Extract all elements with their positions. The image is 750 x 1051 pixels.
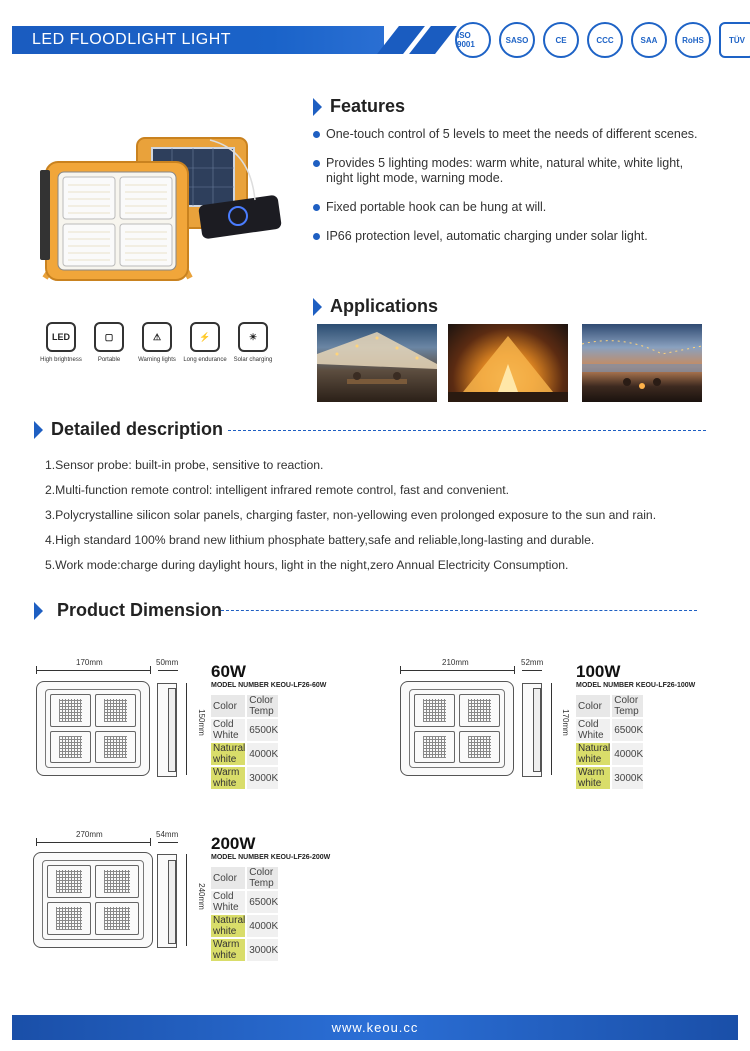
dimension-label: 50mm bbox=[156, 658, 179, 667]
dimension-line bbox=[514, 666, 515, 674]
detailed-description-heading: Detailed description bbox=[34, 419, 223, 440]
drawing-part bbox=[168, 688, 176, 772]
description-item: 1.Sensor probe: built-in probe, sensitive to reaction. bbox=[45, 458, 324, 472]
dimension-line bbox=[186, 854, 187, 946]
certification-logos bbox=[455, 22, 750, 58]
description-item: 3.Polycrystalline silicon solar panels, charging faster, non-yellowing even prolonged exposure to the sun and rain. bbox=[45, 508, 657, 522]
led-panel bbox=[47, 902, 91, 935]
led-panel bbox=[95, 902, 139, 935]
led-panel bbox=[50, 731, 91, 764]
table-cell: 3000K bbox=[247, 939, 278, 961]
lamp-front-drawing bbox=[400, 681, 514, 776]
drawing-part bbox=[533, 688, 541, 772]
table-cell: Warm white bbox=[576, 767, 610, 789]
table-cell: Warm white bbox=[211, 939, 245, 961]
led-panel bbox=[95, 731, 136, 764]
dimension-line bbox=[400, 670, 514, 671]
application-photo-camping-canopy bbox=[317, 324, 437, 402]
table-cell: 6500K bbox=[247, 719, 278, 741]
led-panel bbox=[459, 694, 500, 727]
dimension-label: 240mm bbox=[196, 883, 206, 910]
drawing-part bbox=[45, 689, 141, 768]
dimension-label: 150mm bbox=[196, 709, 206, 736]
features-heading: Features bbox=[313, 96, 405, 117]
long-endurance-icon: ⚡ Long endurance bbox=[184, 322, 226, 363]
dimension-line bbox=[36, 666, 37, 674]
wattage-label: 60W bbox=[211, 662, 246, 681]
table-cell: Cold White bbox=[211, 719, 245, 741]
color-temp-table bbox=[209, 865, 280, 963]
portable-icon: ▢ Portable bbox=[88, 322, 130, 363]
arrow-icon bbox=[34, 421, 43, 439]
dimension-label: 52mm bbox=[521, 658, 544, 667]
wattage-label: 200W bbox=[211, 834, 256, 853]
led-panel bbox=[414, 694, 455, 727]
dimension-line bbox=[36, 670, 150, 671]
feature-icons bbox=[40, 322, 274, 363]
saso-logo: SASO bbox=[499, 22, 535, 58]
solar-charging-icon: ☀ Solar charging bbox=[232, 322, 274, 363]
feature-item: IP66 protection level, automatic charging under solar light. bbox=[313, 229, 713, 244]
wattage-label: 100W bbox=[576, 662, 621, 681]
drawing-part bbox=[42, 860, 144, 940]
dimension-label: 170mm bbox=[560, 709, 570, 736]
led-panel bbox=[95, 865, 139, 898]
table-cell: Warm white bbox=[211, 767, 245, 789]
table-cell: 4000K bbox=[247, 743, 278, 765]
application-photo-tent bbox=[448, 324, 568, 402]
table-cell: Color bbox=[576, 695, 610, 717]
feature-item: One-touch control of 5 levels to meet the needs of different scenes. bbox=[313, 127, 713, 142]
table-cell: Color bbox=[211, 695, 245, 717]
arrow-icon bbox=[313, 298, 322, 316]
arrow-icon bbox=[34, 602, 43, 620]
table-cell: Natural white bbox=[213, 915, 246, 937]
drawing-part bbox=[168, 860, 176, 944]
description-item: 4.High standard 100% brand new lithium phosphate battery,safe and reliable,long-lasting and durable. bbox=[45, 533, 595, 547]
table-cell: Cold White bbox=[576, 719, 610, 741]
applications-heading: Applications bbox=[313, 296, 438, 317]
dimension-line bbox=[400, 666, 401, 674]
footer-bar bbox=[12, 1015, 738, 1040]
dimension-label: 54mm bbox=[156, 830, 179, 839]
header-banner bbox=[12, 26, 442, 54]
table-cell: Color Temp bbox=[247, 867, 278, 889]
model-number: MODEL NUMBER KEOU-LF26-60W bbox=[211, 682, 327, 689]
dimension-line bbox=[158, 670, 178, 671]
divider bbox=[221, 610, 697, 611]
product-image bbox=[40, 130, 295, 290]
iso9001-logo: ISO 9001 bbox=[455, 22, 491, 58]
dimension-line bbox=[36, 842, 150, 843]
dimension-line bbox=[150, 838, 151, 846]
description-item: 5.Work mode:charge during daylight hours, light in the night,zero Annual Electricity Consumption. bbox=[45, 558, 569, 572]
model-number: MODEL NUMBER KEOU-LF26-200W bbox=[211, 854, 331, 861]
saa-logo: SAA bbox=[631, 22, 667, 58]
application-photo-lakeside bbox=[582, 324, 702, 402]
table-cell: 6500K bbox=[612, 719, 643, 741]
color-temp-table bbox=[209, 693, 280, 791]
product-dimension-heading: Product Dimension bbox=[34, 600, 222, 621]
feature-item: Fixed portable hook can be hung at will. bbox=[313, 200, 713, 215]
table-cell: 3000K bbox=[247, 767, 278, 789]
dimension-line bbox=[158, 842, 178, 843]
lamp-front-drawing bbox=[33, 852, 153, 948]
lamp-front-drawing bbox=[36, 681, 150, 776]
arrow-icon bbox=[313, 98, 322, 116]
divider bbox=[228, 430, 706, 431]
website-link[interactable]: www.keou.cc bbox=[331, 1020, 419, 1035]
dimension-line bbox=[551, 683, 552, 775]
dimension-line bbox=[522, 670, 542, 671]
table-cell: Cold White bbox=[211, 891, 245, 913]
dimension-label: 270mm bbox=[76, 830, 103, 839]
table-cell: Color Temp bbox=[612, 695, 643, 717]
table-cell: 4000K bbox=[247, 915, 278, 937]
led-panel bbox=[459, 731, 500, 764]
table-cell: 6500K bbox=[247, 891, 278, 913]
warning-lights-icon: ⚠ Warning lights bbox=[136, 322, 178, 363]
dimension-line bbox=[150, 666, 151, 674]
led-panel bbox=[47, 865, 91, 898]
features-list bbox=[313, 127, 713, 258]
table-cell: Natural white bbox=[213, 743, 246, 765]
table-cell: 3000K bbox=[612, 767, 643, 789]
drawing-part bbox=[409, 689, 505, 768]
dimension-line bbox=[36, 838, 37, 846]
table-cell: Color bbox=[211, 867, 245, 889]
table-cell: 4000K bbox=[612, 743, 643, 765]
description-list bbox=[45, 457, 735, 582]
ccc-logo: CCC bbox=[587, 22, 623, 58]
model-number: MODEL NUMBER KEOU-LF26-100W bbox=[576, 682, 696, 689]
led-panel bbox=[95, 694, 136, 727]
dimension-label: 170mm bbox=[76, 658, 103, 667]
feature-item: Provides 5 lighting modes: warm white, natural white, white light, night light mode, warning mode. bbox=[313, 156, 713, 186]
table-cell: Natural white bbox=[578, 743, 611, 765]
page-title: LED FLOODLIGHT LIGHT bbox=[32, 31, 232, 48]
color-temp-table bbox=[574, 693, 645, 791]
dimension-label: 210mm bbox=[442, 658, 469, 667]
high-brightness-icon: LED High brightness bbox=[40, 322, 82, 363]
rohs-logo: RoHS bbox=[675, 22, 711, 58]
table-cell: Color Temp bbox=[247, 695, 278, 717]
led-panel bbox=[414, 731, 455, 764]
ce-logo: CE bbox=[543, 22, 579, 58]
description-item: 2.Multi-function remote control: intelligent infrared remote control, fast and convenient. bbox=[45, 483, 510, 497]
dimension-line bbox=[186, 683, 187, 775]
tuv-logo: TÜV bbox=[719, 22, 750, 58]
led-panel bbox=[50, 694, 91, 727]
